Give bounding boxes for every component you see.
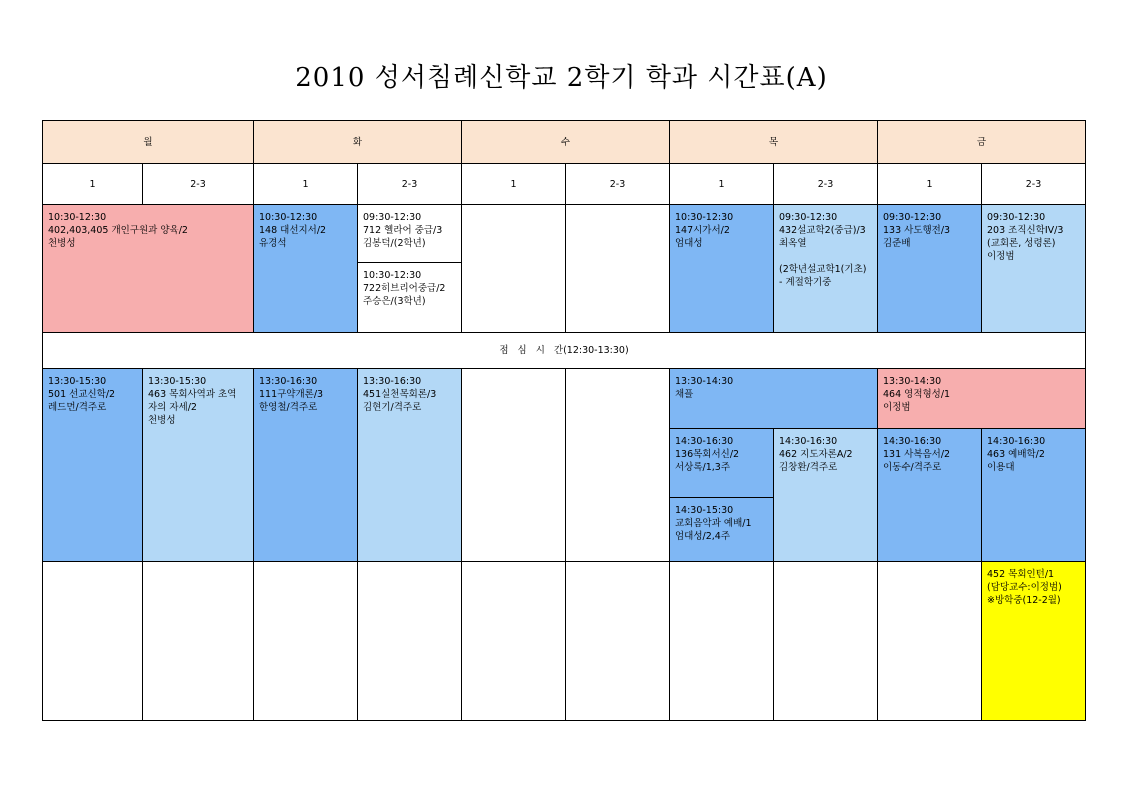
class-cell-fri-1-morning — [878, 205, 982, 333]
class-cell-fri-23-evening — [982, 562, 1086, 721]
class-time: 13:30-15:30 — [148, 376, 207, 387]
class-course: 147시가서/2 — [675, 225, 730, 236]
day-header-thu: 목 — [670, 121, 878, 164]
class-course: 462 지도자론A/2 — [779, 449, 853, 460]
class-instructor: 레드먼/격주로 — [48, 402, 107, 413]
class-note: - 계절학기중 — [779, 277, 832, 288]
class-instructor: 이동수/격주로 — [883, 462, 942, 473]
empty-cell — [254, 562, 358, 721]
grade-header: 1 — [43, 164, 143, 205]
class-note: (교회론, 성령론) — [987, 238, 1056, 249]
class-course: 432설교학2(중급)/3 — [779, 225, 866, 236]
class-cell-thu-1-morning — [670, 205, 774, 333]
empty-cell — [43, 562, 143, 721]
grade-header: 2-3 — [566, 164, 670, 205]
class-time: 13:30-14:30 — [675, 376, 734, 387]
class-cell-thu-23-afternoon — [774, 429, 878, 562]
class-time: 14:30-16:30 — [779, 436, 838, 447]
grade-header: 1 — [254, 164, 358, 205]
class-instructor: 천병성 — [148, 415, 176, 426]
empty-cell — [462, 562, 566, 721]
grade-header: 2-3 — [358, 164, 462, 205]
grade-header: 2-3 — [774, 164, 878, 205]
day-header-mon: 월 — [43, 121, 254, 164]
class-time: 10:30-12:30 — [259, 212, 318, 223]
empty-cell — [774, 562, 878, 721]
class-course: 131 사복음서/2 — [883, 449, 951, 460]
class-time: 10:30-12:30 — [675, 212, 734, 223]
lunch-row: 점 심 시 간(12:30-13:30) — [43, 333, 1086, 369]
class-course: 교회음악과 예배/1 — [675, 518, 752, 529]
empty-cell — [358, 562, 462, 721]
class-instructor: (담당교수:이정범) — [987, 582, 1062, 593]
class-time: 09:30-12:30 — [779, 212, 838, 223]
class-cell-tue-1-morning — [254, 205, 358, 333]
grade-header: 1 — [462, 164, 566, 205]
class-time: 09:30-12:30 — [363, 212, 422, 223]
class-course: 463 예배학/2 — [987, 449, 1045, 460]
class-instructor: 이용대 — [987, 462, 1015, 473]
class-time: 14:30-16:30 — [987, 436, 1046, 447]
class-cell-thu-1-afternoon-a — [670, 429, 774, 498]
empty-cell — [566, 205, 670, 333]
class-instructor: 천병성 — [48, 238, 76, 249]
class-course: 148 대선지서/2 — [259, 225, 327, 236]
day-header-wed: 수 — [462, 121, 670, 164]
class-instructor: 유경석 — [259, 238, 287, 249]
class-time: 10:30-12:30 — [363, 270, 422, 281]
class-cell-mon-23-afternoon — [143, 369, 254, 562]
class-time: 14:30-16:30 — [675, 436, 734, 447]
class-cell-fri-1-afternoon — [878, 429, 982, 562]
class-course: 452 목회인턴/1 — [987, 569, 1055, 580]
class-cell-fri-23-afternoon — [982, 429, 1086, 562]
class-cell-tue-23-afternoon — [358, 369, 462, 562]
class-time: 09:30-12:30 — [883, 212, 942, 223]
page-title: 2010 성서침례신학교 2학기 학과 시간표(A) — [295, 63, 828, 93]
class-course: 111구약개론/3 — [259, 389, 324, 400]
class-instructor: 엄대성/2,4주 — [675, 531, 731, 542]
class-cell-thu-23-morning — [774, 205, 878, 333]
class-course: 464 영적형성/1 — [883, 389, 951, 400]
class-course: 402,403,405 개인구원과 양육/2 — [48, 225, 188, 236]
empty-cell — [670, 562, 774, 721]
class-instructor: 최옥열 — [779, 238, 807, 249]
class-instructor: 엄대성 — [675, 238, 703, 249]
class-instructor: 김봉덕/(2학년) — [363, 238, 426, 249]
class-course: 451실천목회론/3 — [363, 389, 437, 400]
class-cell-fri-afternoon-all — [878, 369, 1086, 429]
grade-header: 1 — [670, 164, 774, 205]
class-time: 09:30-12:30 — [987, 212, 1046, 223]
class-instructor: 이정범 — [987, 251, 1015, 262]
class-instructor: 주승은/(3학년) — [363, 296, 426, 307]
class-note: (2학년설교학1(기초) — [779, 264, 867, 275]
empty-cell — [566, 562, 670, 721]
grade-header: 2-3 — [982, 164, 1086, 205]
class-instructor: 서상록/1,3주 — [675, 462, 731, 473]
empty-cell — [878, 562, 982, 721]
class-course: 자의 자세/2 — [148, 402, 197, 413]
class-instructor: 이정범 — [883, 402, 911, 413]
empty-cell — [462, 369, 566, 562]
class-course: 722히브리어중급/2 — [363, 283, 446, 294]
class-note: ※방학중(12-2월) — [987, 595, 1061, 606]
class-course: 채플 — [675, 389, 694, 400]
class-instructor: 김현기/격주로 — [363, 402, 422, 413]
timetable — [42, 120, 1086, 721]
day-header-tue: 화 — [254, 121, 462, 164]
class-instructor: 한영철/격주로 — [259, 402, 318, 413]
class-instructor: 김창환/격주로 — [779, 462, 838, 473]
class-cell-thu-chapel — [670, 369, 878, 429]
class-time: 13:30-16:30 — [363, 376, 422, 387]
grade-header: 2-3 — [143, 164, 254, 205]
class-time: 10:30-12:30 — [48, 212, 107, 223]
class-instructor: 김준배 — [883, 238, 911, 249]
class-time: 13:30-15:30 — [48, 376, 107, 387]
day-header-fri: 금 — [878, 121, 1086, 164]
class-cell-tue-23-morning-b — [358, 263, 462, 333]
class-cell-mon-morning — [43, 205, 254, 333]
class-course: 712 헬라어 중급/3 — [363, 225, 443, 236]
grade-header: 1 — [878, 164, 982, 205]
empty-cell — [143, 562, 254, 721]
class-course: 133 사도행전/3 — [883, 225, 951, 236]
class-course: 501 선교신학/2 — [48, 389, 116, 400]
class-course: 463 목회사역과 초역 — [148, 389, 237, 400]
class-time: 13:30-16:30 — [259, 376, 318, 387]
class-course: 203 조직신학IV/3 — [987, 225, 1064, 236]
class-time: 14:30-16:30 — [883, 436, 942, 447]
class-cell-tue-23-morning-a — [358, 205, 462, 263]
spacer — [779, 250, 872, 263]
class-time: 14:30-15:30 — [675, 505, 734, 516]
class-cell-tue-1-afternoon — [254, 369, 358, 562]
class-cell-thu-1-afternoon-b — [670, 498, 774, 562]
class-cell-fri-23-morning — [982, 205, 1086, 333]
empty-cell — [462, 205, 566, 333]
class-cell-mon-1-afternoon — [43, 369, 143, 562]
class-course: 136목회서신/2 — [675, 449, 740, 460]
empty-cell — [566, 369, 670, 562]
class-time: 13:30-14:30 — [883, 376, 942, 387]
